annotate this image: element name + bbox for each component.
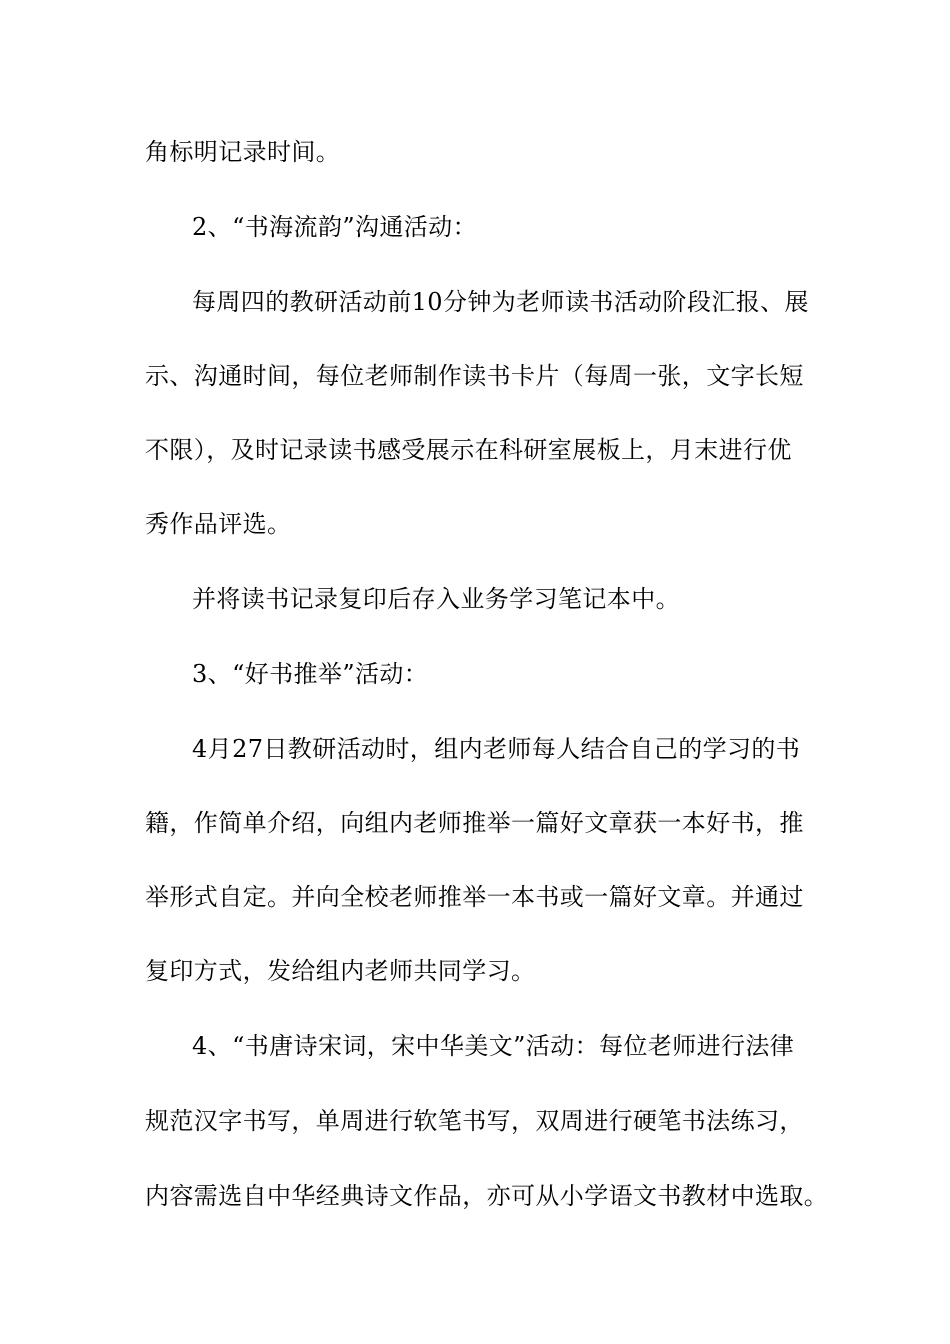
paragraph-line: 每周四的教研活动前10分钟为老师读书活动阶段汇报、展 <box>192 288 809 316</box>
paragraph-line: 并将读书记录复印后存入业务学习笔记本中。 <box>192 585 680 613</box>
paragraph-line: 籍，作简单介绍，向组内老师推举一篇好文章获一本好书，推 <box>145 809 804 837</box>
paragraph-line: 示、沟通时间，每位老师制作读书卡片（每周一张，文字长短 <box>145 362 804 390</box>
paragraph-line: 规范汉字书写，单周进行软笔书写，双周进行硬笔书法练习， <box>145 1107 804 1135</box>
text-line: 角标明记录时间。 <box>145 138 341 166</box>
section-heading: 2、“书海流韵”沟通活动： <box>192 213 478 241</box>
section-heading: 4、“书唐诗宋词，宋中华美文”活动：每位老师进行法律 <box>192 1032 795 1060</box>
paragraph-line: 4月27日教研活动时，组内老师每人结合自己的学习的书 <box>192 735 801 763</box>
paragraph-line: 复印方式，发给组内老师共同学习。 <box>145 957 536 985</box>
paragraph-line: 秀作品评选。 <box>145 510 292 538</box>
paragraph-line: 不限），及时记录读书感受展示在科研室展板上，月末进行优 <box>145 436 792 464</box>
section-heading: 3、“好书推举”活动： <box>192 660 429 688</box>
paragraph-line: 举形式自定。并向全校老师推举一本书或一篇好文章。并通过 <box>145 883 804 911</box>
paragraph-line: 内容需选自中华经典诗文作品，亦可从小学语文书教材中选取。 <box>145 1182 829 1210</box>
